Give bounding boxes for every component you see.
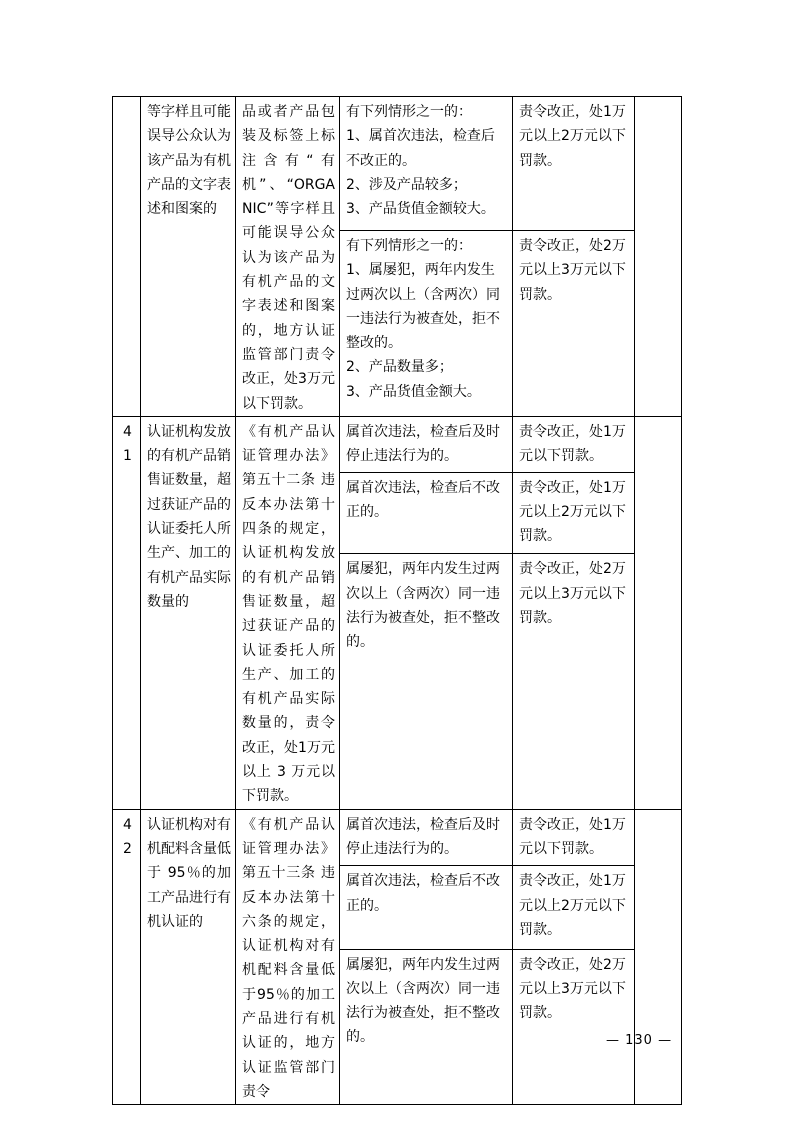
circumstance-line: 有下列情形之一的： [346, 237, 472, 254]
penalty-cell: 责令改正，处2万元以上3万元以下罚款。 [513, 554, 635, 809]
penalty-cell: 责令改正，处2万元以上3万元以下罚款。 [513, 949, 635, 1105]
circumstance-line: 1、属屡犯，两年内发生过两次以上（含两次）同一违法行为被查处，拒不整改的。 [346, 262, 500, 352]
page-number: — 130 — [606, 1033, 673, 1048]
legal-basis: 《有机产品认证管理办法》第五十二条 违反本办法第十四条的规定，认证机构发放的有机产品销售证数量，超过获证产品的认证委托人所生产、加工的有机产品实际数量的，责令改正，处1万元以上 3 万元以下罚款。 [236, 416, 340, 809]
circumstance-line: 有下列情形之一的： [346, 104, 472, 120]
circumstance-cell: 属屡犯，两年内发生过两次以上（含两次）同一违法行为被查处，拒不整改的。 [340, 554, 513, 809]
circumstance-line: 3、产品货值金额大。 [346, 383, 481, 400]
penalty-cell: 责令改正，处1万元以上2万元以下罚款。 [513, 866, 635, 949]
circumstance-cell: 属屡犯，两年内发生过两次以上（含两次）同一违法行为被查处，拒不整改的。 [340, 949, 513, 1105]
circumstance-cell [340, 230, 513, 416]
row-number: 42 [113, 809, 141, 1105]
legal-basis: 品或者产品包装及标签上标注含有“有机”、“ORGANIC”等字样且可能误导公众认为该产品为有机产品的文字表述和图案的，地方认证监管部门责令改正，处3万元以下罚款。 [236, 97, 340, 417]
table-row [113, 97, 682, 231]
circumstance-line: 3、产品货值金额较大。 [346, 201, 495, 218]
remarks-cell [635, 416, 682, 809]
violation-description: 等字样且可能误导公众认为该产品为有机产品的文字表述和图案的 [141, 97, 236, 417]
table-row [113, 416, 682, 472]
violation-description: 认证机构对有机配料含量低于 95％的加工产品进行有机认证的 [141, 809, 236, 1105]
circumstance-cell: 属首次违法，检查后及时停止违法行为的。 [340, 809, 513, 866]
remarks-cell [635, 809, 682, 1105]
row-number: 41 [113, 416, 141, 809]
penalty-cell: 责令改正，处1万元以下罚款。 [513, 416, 635, 472]
penalty-cell: 责令改正，处1万元以下罚款。 [513, 809, 635, 866]
circumstance-line: 1、属首次违法，检查后不改正的。 [346, 128, 495, 169]
penalty-table [112, 96, 682, 1105]
circumstance-cell: 属首次违法，检查后不改正的。 [340, 866, 513, 949]
penalty-cell: 责令改正，处1万元以上2万元以下罚款。 [513, 472, 635, 554]
remarks-cell [635, 97, 682, 417]
table-row [113, 809, 682, 866]
violation-description: 认证机构发放的有机产品销售证数量，超过获证产品的认证委托人所生产、加工的有机产品实际数量的 [141, 416, 236, 809]
circumstance-cell: 属首次违法，检查后及时停止违法行为的。 [340, 416, 513, 472]
circumstance-cell: 属首次违法，检查后不改正的。 [340, 472, 513, 554]
penalty-cell: 责令改正，处2万元以上3万元以下罚款。 [513, 230, 635, 416]
row-number [113, 97, 141, 417]
circumstance-cell [340, 97, 513, 231]
penalty-cell: 责令改正，处1万元以上2万元以下罚款。 [513, 97, 635, 231]
legal-basis: 《有机产品认证管理办法》第五十三条 违反本办法第十六条的规定，认证机构对有机配料含量低于95％的加工产品进行有机认证的，地方认证监管部门责令 [236, 809, 340, 1105]
circumstance-line: 2、涉及产品较多； [346, 176, 467, 193]
circumstance-line: 2、产品数量多； [346, 359, 453, 376]
